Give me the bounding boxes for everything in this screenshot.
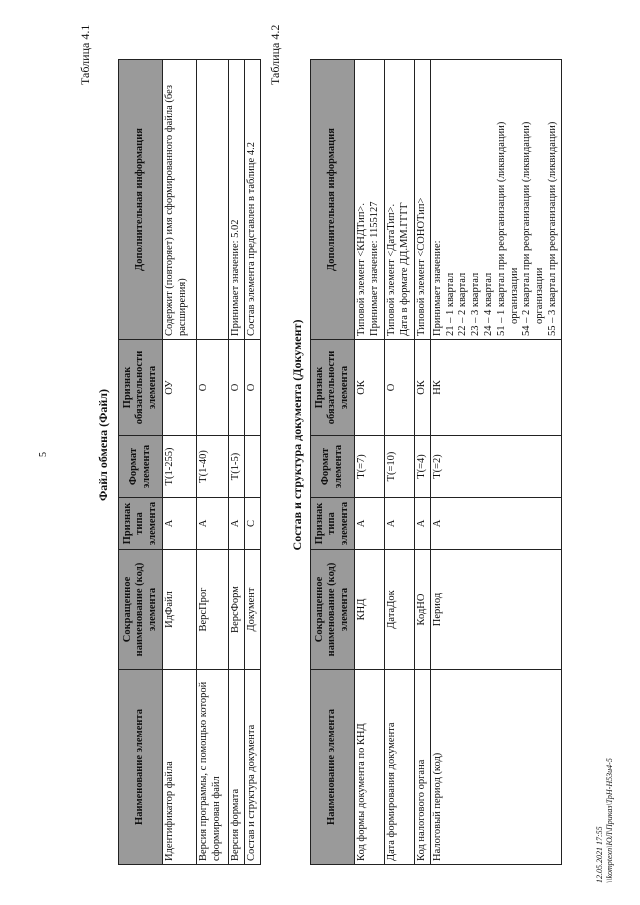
element-name: Код формы документа по КНД [355, 670, 385, 865]
period-value: 24 – 4 квартал [482, 272, 494, 336]
table1-caption: Таблица 4.1 [78, 24, 92, 85]
table-row [355, 60, 385, 865]
element-name: Код налогового органа [415, 670, 431, 865]
element-code: ИдФайл [163, 550, 197, 670]
footer-path: \\komptexn\ЮЛ\Приказ\ТрН-Н53и4-5 [604, 758, 614, 883]
element-info [430, 60, 561, 340]
table1 [118, 59, 261, 865]
element-required: ОК [355, 340, 385, 436]
element-required: ОК [415, 340, 431, 436]
element-format: T(=10) [385, 436, 415, 498]
period-value: 23 – 3 квартал [470, 272, 482, 336]
element-type: A [163, 498, 197, 550]
element-required: О [244, 340, 260, 436]
element-format: T(1-255) [163, 436, 197, 498]
table2 [310, 59, 562, 865]
element-name: Дата формирования документа [385, 670, 415, 865]
period-value: 21 – 1 квартал [444, 272, 456, 336]
element-info: Состав элемента представлен в таблице 4.2 [244, 60, 260, 340]
element-format: T(1-5) [229, 436, 245, 498]
element-name: Версия программы, с помощью которой сформирован файл [197, 670, 229, 865]
element-code: КодНО [415, 550, 431, 670]
table1-title: Файл обмена (Файл) [96, 388, 110, 502]
element-type: A [229, 498, 245, 550]
period-value: 54 – 2 квартал при реорганизации (ликвидации) [521, 121, 533, 336]
table2-header-cell: Сокращенное наименование (код) элемента [311, 550, 355, 670]
page-number: 5 [38, 452, 49, 457]
element-code: ВерсПрог [197, 550, 229, 670]
element-info: Принимает значение: 5.02 [229, 60, 245, 340]
table1-header-cell: Формат элемента [119, 436, 163, 498]
table2-header-cell: Наименование элемента [311, 670, 355, 865]
element-name: Версия формата [229, 670, 245, 865]
element-info [385, 60, 415, 340]
element-type: A [385, 498, 415, 550]
table1-header-cell: Дополнительная информация [119, 60, 163, 340]
element-info [355, 60, 385, 340]
period-value: 51 – 1 квартал при реорганизации (ликвидации) [495, 121, 507, 336]
element-type: A [355, 498, 385, 550]
file-footer [595, 758, 614, 883]
period-value: организации [508, 267, 520, 324]
element-code: ДатаДок [385, 550, 415, 670]
element-format: T(1-40) [197, 436, 229, 498]
info-line: Принимает значение: [431, 240, 443, 336]
table2-header-cell: Признак типа элемента [311, 498, 355, 550]
table1-header-cell: Наименование элемента [119, 670, 163, 865]
element-required: НК [430, 340, 561, 436]
element-name: Идентификатор файла [163, 670, 197, 865]
period-value: 22 – 2 квартал [457, 272, 469, 336]
table-row [197, 60, 229, 865]
element-info: Содержит (повторяет) имя сформированного файла (без расширения) [163, 60, 197, 340]
table-row [415, 60, 431, 865]
element-name: Состав и структура документа [244, 670, 260, 865]
table2-header-cell: Формат элемента [311, 436, 355, 498]
table-row [385, 60, 415, 865]
element-required: ОУ [163, 340, 197, 436]
element-code: ВерсФорм [229, 550, 245, 670]
element-type: С [244, 498, 260, 550]
element-format: T(=4) [415, 436, 431, 498]
info-line: Принимает значение: 1155127 [368, 201, 380, 336]
table-row [163, 60, 197, 865]
table1-header-row [119, 60, 163, 865]
element-type: A [430, 498, 561, 550]
element-type: A [197, 498, 229, 550]
info-line: Типовой элемент <ДатаТип>. [386, 203, 397, 336]
element-name: Налоговый период (код) [430, 670, 561, 865]
table2-header-row [311, 60, 355, 865]
table2-caption: Таблица 4.2 [268, 24, 282, 85]
element-code: Документ [244, 550, 260, 670]
info-line: Дата в формате ДД.ММ.ГГГГ [398, 202, 410, 336]
table1-header-cell: Признак типа элемента [119, 498, 163, 550]
footer-timestamp: 12.05.2021 17:55 [595, 826, 604, 883]
table-row [229, 60, 245, 865]
period-value: организации [534, 267, 546, 324]
period-values-list [445, 63, 560, 336]
table1-header-cell: Сокращенное наименование (код) элемента [119, 550, 163, 670]
table2-header-cell: Дополнительная информация [311, 60, 355, 340]
element-format [244, 436, 260, 498]
info-line: Типовой элемент <КНДТип>. [356, 203, 367, 336]
table2-header-cell: Признак обязательности элемента [311, 340, 355, 436]
element-required: О [385, 340, 415, 436]
element-info: Типовой элемент <СОНОТип> [415, 60, 431, 340]
element-type: A [415, 498, 431, 550]
element-info [197, 60, 229, 340]
element-code: КНД [355, 550, 385, 670]
element-format: T(=2) [430, 436, 561, 498]
element-required: О [197, 340, 229, 436]
table1-header-cell: Признак обязательности элемента [119, 340, 163, 436]
period-value: 55 – 3 квартал при реорганизации (ликвидации) [546, 121, 558, 336]
table2-title: Состав и структура документа (Документ) [290, 319, 304, 551]
table-row [430, 60, 561, 865]
element-required: О [229, 340, 245, 436]
table-row [244, 60, 260, 865]
element-format: T(=7) [355, 436, 385, 498]
element-code: Период [430, 550, 561, 670]
